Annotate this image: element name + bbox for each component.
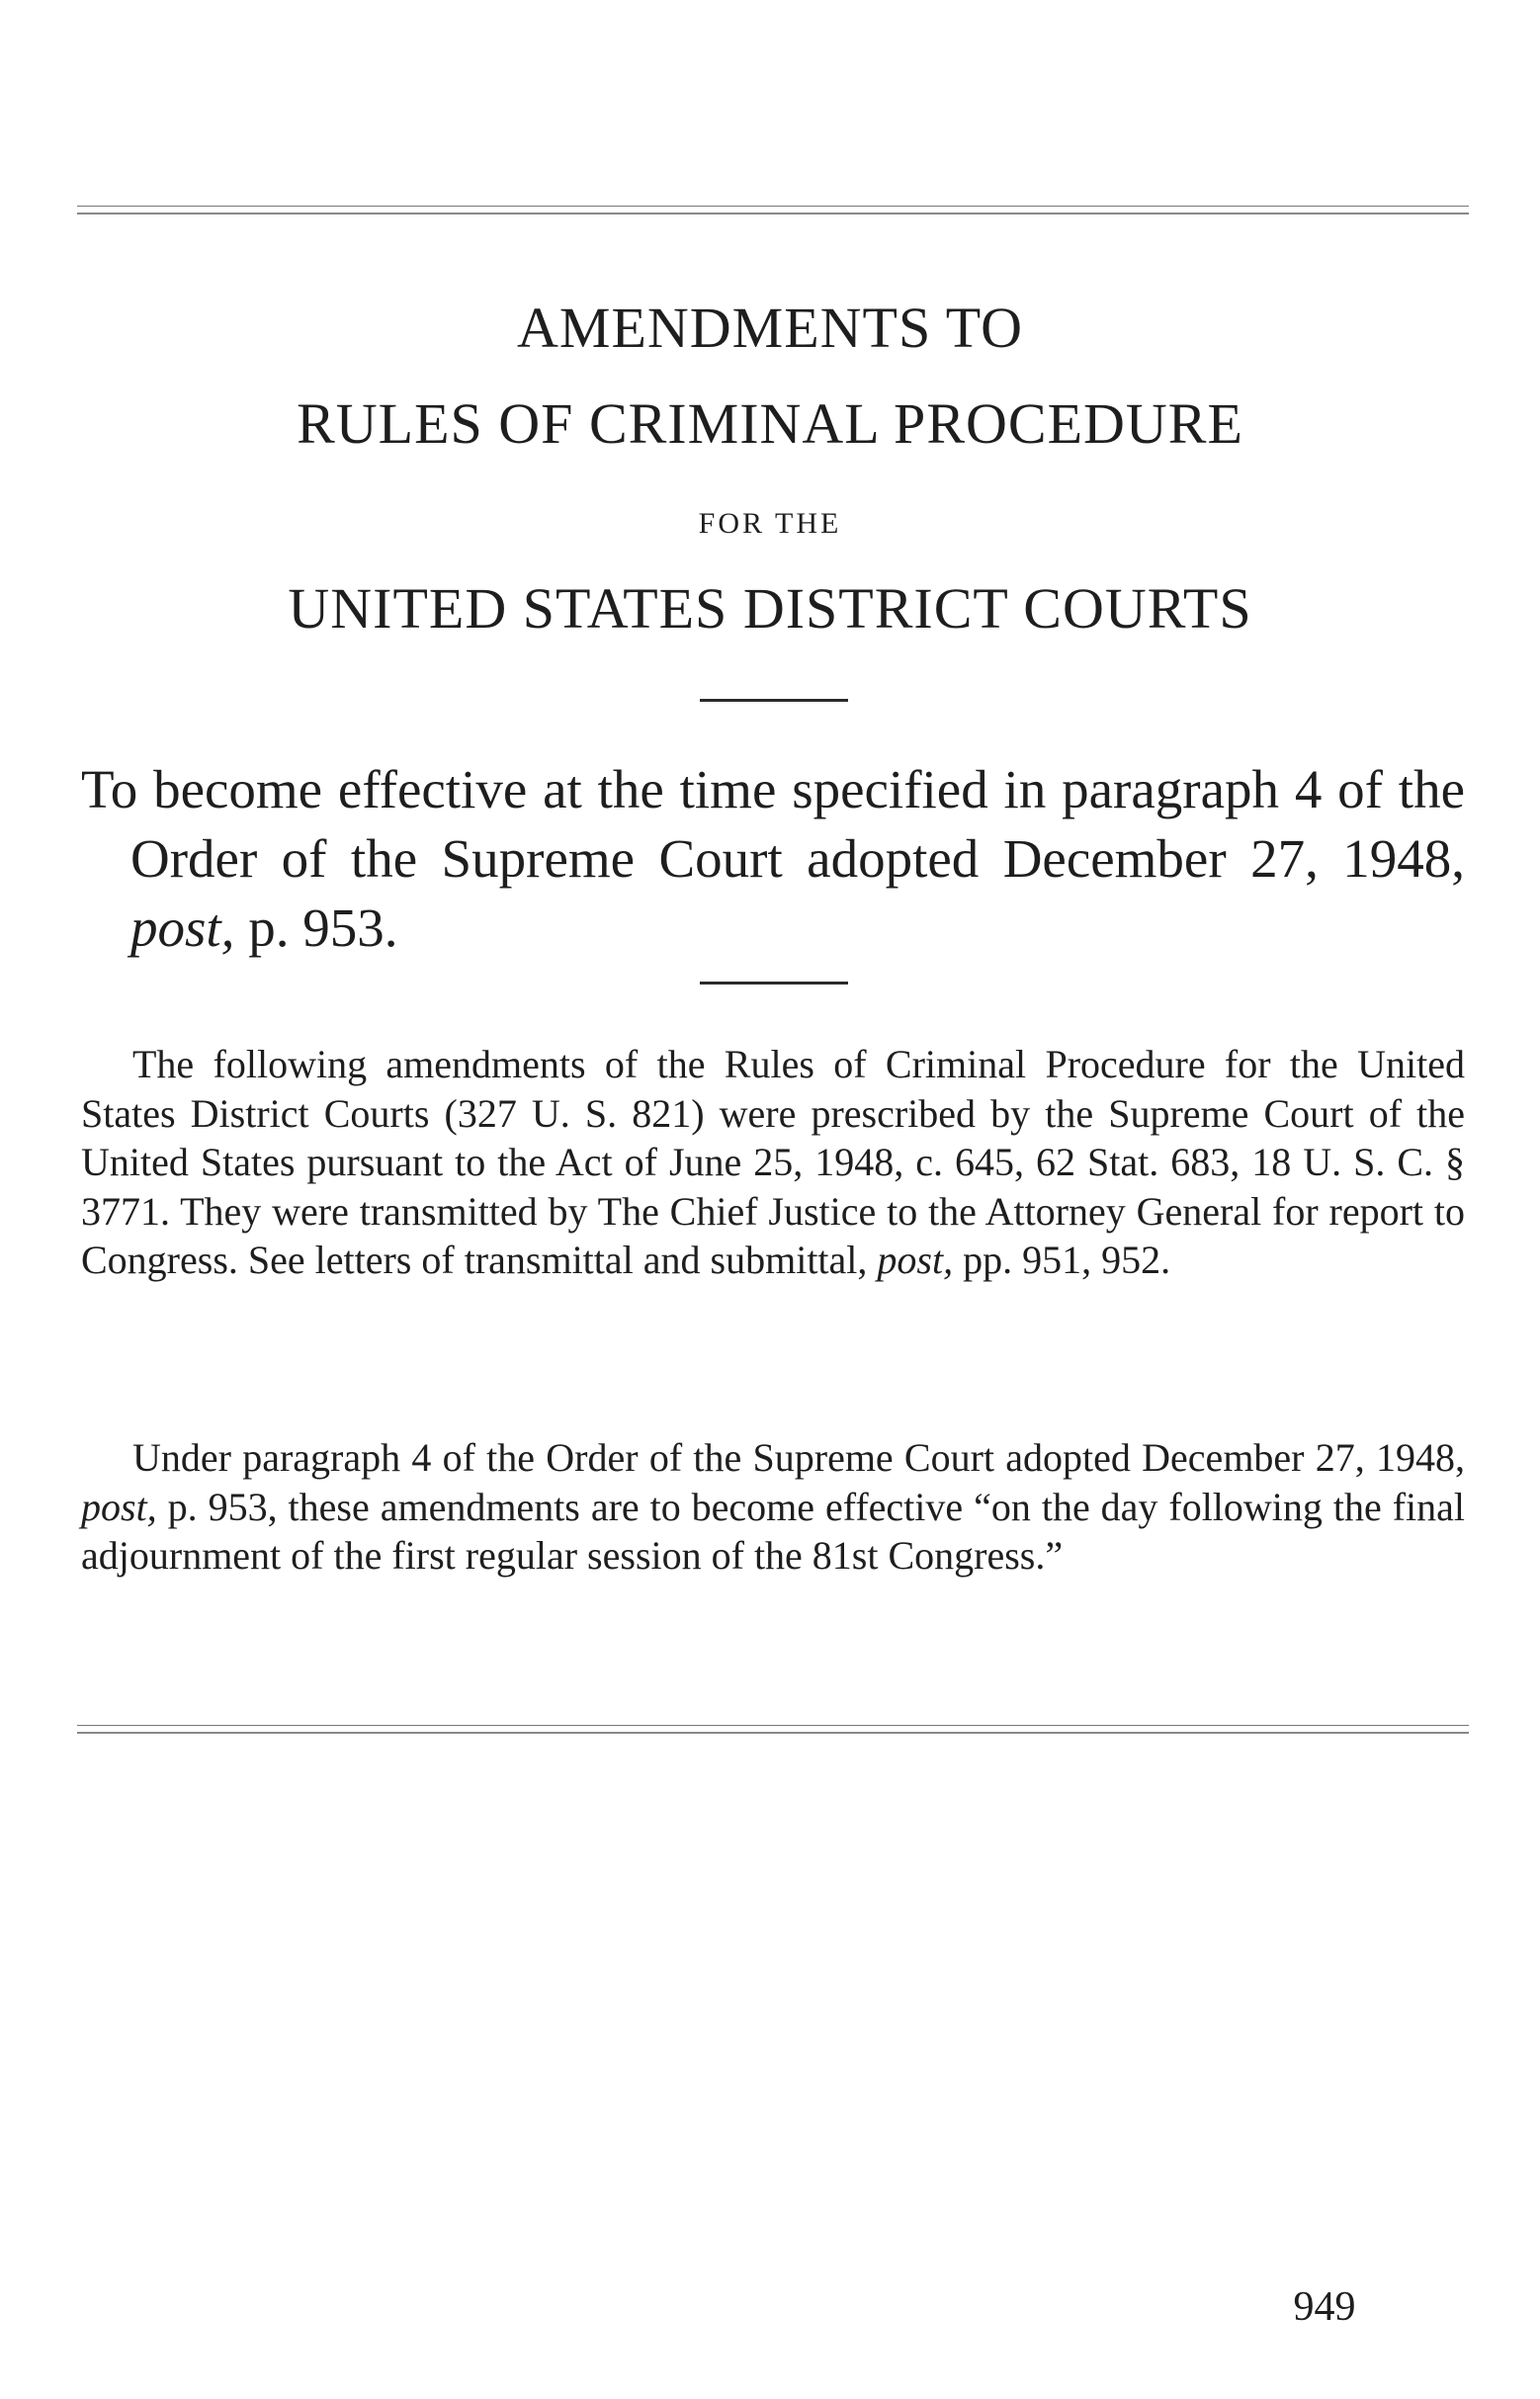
effective-note-text: To become effective at the time specified in paragraph 4 of the Order of the Supreme Court adopted December 27, 1948, [81, 759, 1465, 889]
title-line-2: RULES OF CRIMINAL PROCEDURE [297, 391, 1243, 456]
paragraph-transmittal [81, 1040, 1465, 1285]
paragraph-2-italic: post, [81, 1484, 157, 1529]
paragraph-effective-date [81, 1433, 1465, 1581]
short-divider-2 [700, 982, 848, 985]
page-number: 949 [1293, 2284, 1356, 2330]
paragraph-1-text: The following amendments of the Rules of Criminal Procedure for the United States District Courts (327 U. S. 821) were prescribed by the Supreme Court of the United States pursuant to the Act of June 25, 1948, c. 645, 62 Stat. 683, 18 U. S. C. § 3771. They were transmitted by The Chief Justice to the Attorney General for report to Congress. See letters of transmittal and submittal, [81, 1042, 1465, 1282]
title-line-3: FOR THE [698, 507, 842, 540]
short-divider-1 [700, 699, 848, 702]
paragraph-2-text: Under paragraph 4 of the Order of the Supreme Court adopted December 27, 1948, [132, 1435, 1465, 1480]
effective-note-text-end: p. 953. [234, 898, 398, 958]
top-double-rule [77, 206, 1469, 214]
bottom-double-rule [77, 1725, 1469, 1734]
paragraph-2-text-end: p. 953, these amendments are to become effective “on the day following the final adjournment of the first regular session of the 81st Congress.” [81, 1484, 1465, 1578]
paragraph-1-text-end: pp. 951, 952. [953, 1238, 1171, 1282]
title-line-4: UNITED STATES DISTRICT COURTS [288, 576, 1252, 641]
paragraph-1-italic: post, [877, 1238, 954, 1282]
effective-note-italic: post, [130, 898, 235, 958]
effective-date-note [81, 755, 1465, 963]
title-line-1: AMENDMENTS TO [517, 296, 1023, 360]
